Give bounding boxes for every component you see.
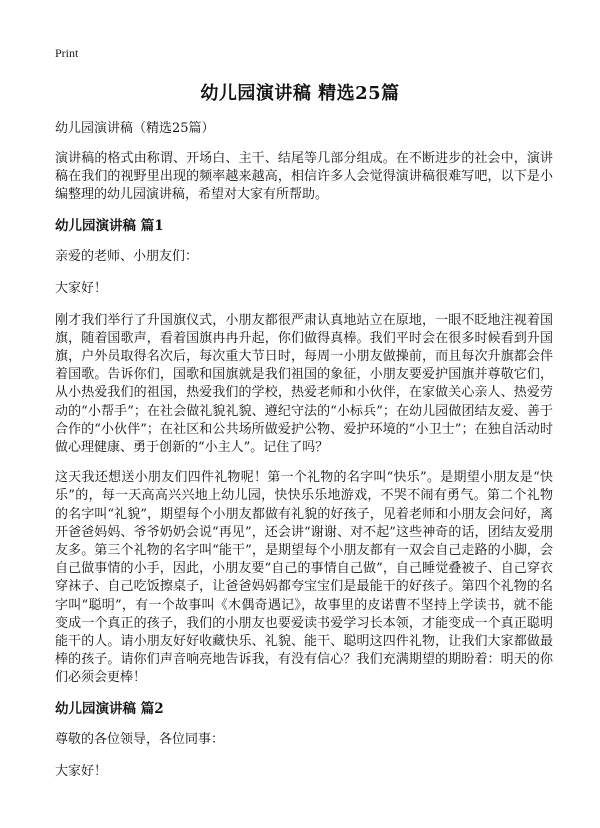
section-1-greeting: 大家好！	[55, 280, 108, 296]
section-1-paragraph-1: 刚才我们举行了升国旗仪式，小朋友都很严肃认真地站立在原地，一眼不眨地注视着国旗，随着国歌声，看着国旗冉冉升起，你们做得真棒。我们平时会在很多时候看到升国旗，户外员取得名次后，每次重大节日时，每周一小朋友做操前，而且每次升旗都会伴着国歌。告诉你们，国歌和国旗就是我们祖国的象征，小朋友要爱护国旗并尊敬它们，从小热爱我们的祖国，热爱我们的学校，热爱老师和小伙伴，在家做关心亲人、热爱劳动的“小帮手”；在社会做礼貌礼貌、遵纪守法的“小标兵”；在幼儿园做团结友爱、善于合作的“小伙伴”；在社区和公共场所做爱护公物、爱护环境的“小卫士”；在独自活动时做心理健康、勇于创新的“小主人”。记住了吗？	[55, 312, 553, 456]
section-2-salutation: 尊敬的各位领导，各位同事：	[55, 731, 225, 747]
document-body	[55, 120, 553, 795]
document-title: 幼儿园演讲稿 精选25篇	[200, 83, 400, 104]
document-subtitle: 幼儿园演讲稿（精选25篇）	[55, 121, 215, 136]
section-1-salutation: 亲爱的老师、小朋友们：	[55, 248, 199, 264]
section-1-paragraph-2: 这天我还想送小朋友们四件礼物呢！第一个礼物的名字叫“快乐”。是期望小朋友是“快乐”的，每一天高高兴兴地上幼儿园，快快乐乐地游戏，不哭不闹有勇气。第二个礼物的名字叫“礼貌”，期望每个小朋友都做有礼貌的好孩子，见着老师和小朋友会问好，离开爸爸妈妈、爷爷奶奶会说“再见”，还会讲“谢谢、对不起”这些神奇的话，团结友爱朋友多。第三个礼物的名字叫“能干”，是期望每个小朋友都有一双会自己走路的小脚，会自己做事情的小手，因此，小朋友要“自己的事情自己做”，自己睡觉叠被子、自己穿衣穿袜子、自己吃饭擦桌子，让爸爸妈妈都夸宝宝们是最能干的好孩子。第四个礼物的名字叫“聪明”，有一个故事叫《木偶奇遇记》，故事里的皮诺曹不坚持上学读书，就不能变成一个真正的孩子，我们的小朋友也要爱读书爱学习长本领，才能变成一个真正聪明能干的人。请小朋友好好收藏快乐、礼貌、能干、聪明这四件礼物，让我们大家都做最棒的孩子。请你们声音响亮地告诉我，有没有信心？我们充满期望的期盼着：明天的你们必须会更棒！	[55, 470, 553, 686]
print-link[interactable]: Print	[55, 46, 79, 60]
section-2-heading: 幼儿园演讲稿 篇2	[55, 700, 164, 717]
section-2-greeting: 大家好！	[55, 763, 108, 779]
section-1-heading: 幼儿园演讲稿 篇1	[55, 217, 164, 234]
intro-paragraph: 演讲稿的格式由称谓、开场白、主干、结尾等几部分组成。在不断进步的社会中，演讲稿在我们的视野里出现的频率越来越高，相信许多人会觉得演讲稿很难写吧，以下是小编整理的幼儿园演讲稿，希望对大家有所帮助。	[55, 151, 553, 203]
